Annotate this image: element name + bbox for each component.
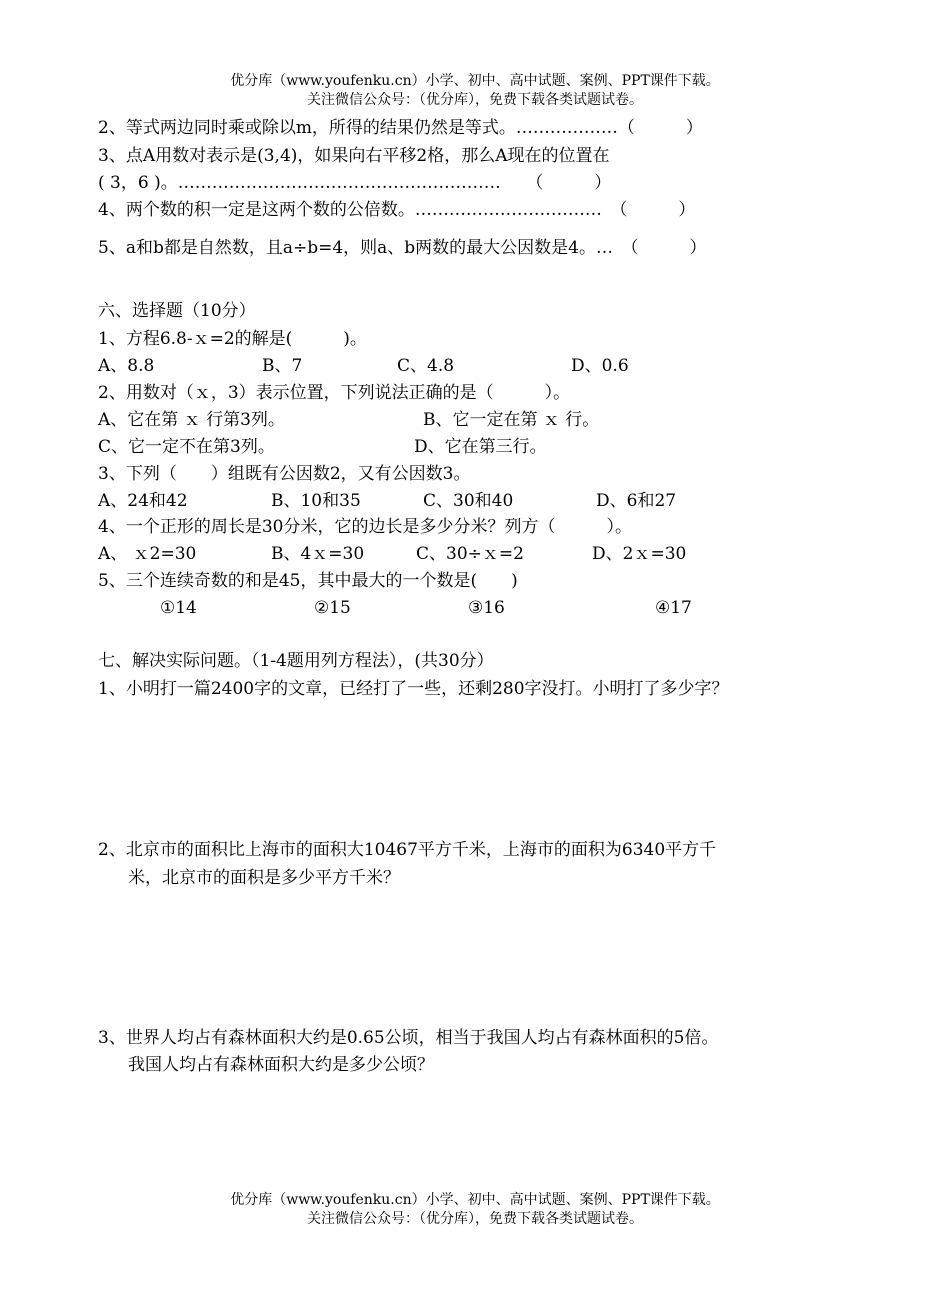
solve-question-3-line-2: 我国人均占有森林面积大约是多少公顷？ (128, 1055, 434, 1075)
header-line-1: 优分库（www.youfenku.cn）小学、初中、高中试题、案例、PPT课件下载。 (230, 73, 720, 89)
choice-q4-option-b: B、4ｘ=30 (271, 544, 365, 564)
choice-q1-option-a: A、8.8 (98, 356, 155, 376)
choice-question-2: 2、用数对（ｘ，3）表示位置，下列说法正确的是（ ）。 (98, 383, 571, 403)
choice-q5-option-4: ④17 (655, 598, 692, 618)
footer-line-1: 优分库（www.youfenku.cn）小学、初中、高中试题、案例、PPT课件下载。 (230, 1192, 720, 1208)
choice-q2-option-a: A、它在第 ｘ 行第3列。 (98, 410, 285, 430)
solve-question-2-line-2: 米，北京市的面积是多少平方千米？ (128, 868, 400, 888)
choice-question-5: 5、三个连续奇数的和是45，其中最大的一个数是( ) (98, 571, 518, 591)
solve-question-2-line-1: 2、北京市的面积比上海市的面积大10467平方千米，上海市的面积为6340平方千 (98, 840, 717, 860)
choice-q1-option-d: D、0.6 (571, 356, 629, 376)
choice-q4-option-a: A、 ｘ2=30 (98, 544, 197, 564)
choice-q4-option-d: D、2ｘ=30 (592, 544, 687, 564)
choice-q3-option-b: B、10和35 (271, 491, 361, 511)
choice-question-3: 3、下列（ ）组既有公因数2，又有公因数3。 (98, 464, 471, 484)
solve-question-3-line-1: 3、世界人均占有森林面积大约是0.65公顷，相当于我国人均占有森林面积的5倍。 (98, 1028, 719, 1048)
footer-line-2: 关注微信公众号：（优分库），免费下载各类试题试卷。 (307, 1211, 643, 1227)
choice-q3-option-a: A、24和42 (98, 491, 188, 511)
header-line-2: 关注微信公众号：（优分库），免费下载各类试题试卷。 (307, 92, 643, 108)
choice-q2-option-d: D、它在第三行。 (414, 437, 547, 457)
choice-q2-option-c: C、它一定不在第3列。 (98, 437, 275, 457)
choice-question-1: 1、方程6.8-ｘ=2的解是( )。 (98, 329, 367, 349)
choice-q3-option-d: D、6和27 (596, 491, 677, 511)
section-solve-title: 七、解决实际问题。（1-4题用列方程法），(共30分） (98, 651, 494, 671)
section-choice-title: 六、选择题（10分） (98, 301, 256, 321)
choice-question-4: 4、一个正形的周长是30分米，它的边长是多少分米？列方（ ）。 (98, 517, 632, 537)
choice-q5-option-1: ①14 (160, 598, 197, 618)
choice-q4-option-c: C、30÷ｘ=2 (416, 544, 524, 564)
solve-question-1: 1、小明打一篇2400字的文章，已经打了一些，还剩280字没打。小明打了多少字？ (98, 679, 729, 699)
judge-question-3-line-1: 3、点A用数对表示是(3,4)，如果向右平移2格，那么A现在的位置在 (98, 146, 610, 166)
judge-question-5: 5、a和b都是自然数，且a÷b=4，则a、b两数的最大公因数是4。… （ ） (98, 238, 707, 258)
choice-q5-option-2: ②15 (314, 598, 351, 618)
judge-question-4: 4、两个数的积一定是这两个数的公倍数。…………………………… （ ） (98, 200, 696, 220)
choice-q1-option-b: B、7 (262, 356, 303, 376)
judge-question-3-line-2: ( 3，6 )。………………………………………………… （ ） (98, 173, 612, 193)
choice-q5-option-3: ③16 (468, 598, 505, 618)
choice-q2-option-b: B、它一定在第 ｘ 行。 (423, 410, 600, 430)
choice-q1-option-c: C、4.8 (397, 356, 455, 376)
choice-q3-option-c: C、30和40 (423, 491, 514, 511)
judge-question-2: 2、等式两边同时乘或除以m，所得的结果仍然是等式。………………（ ） (98, 118, 703, 138)
